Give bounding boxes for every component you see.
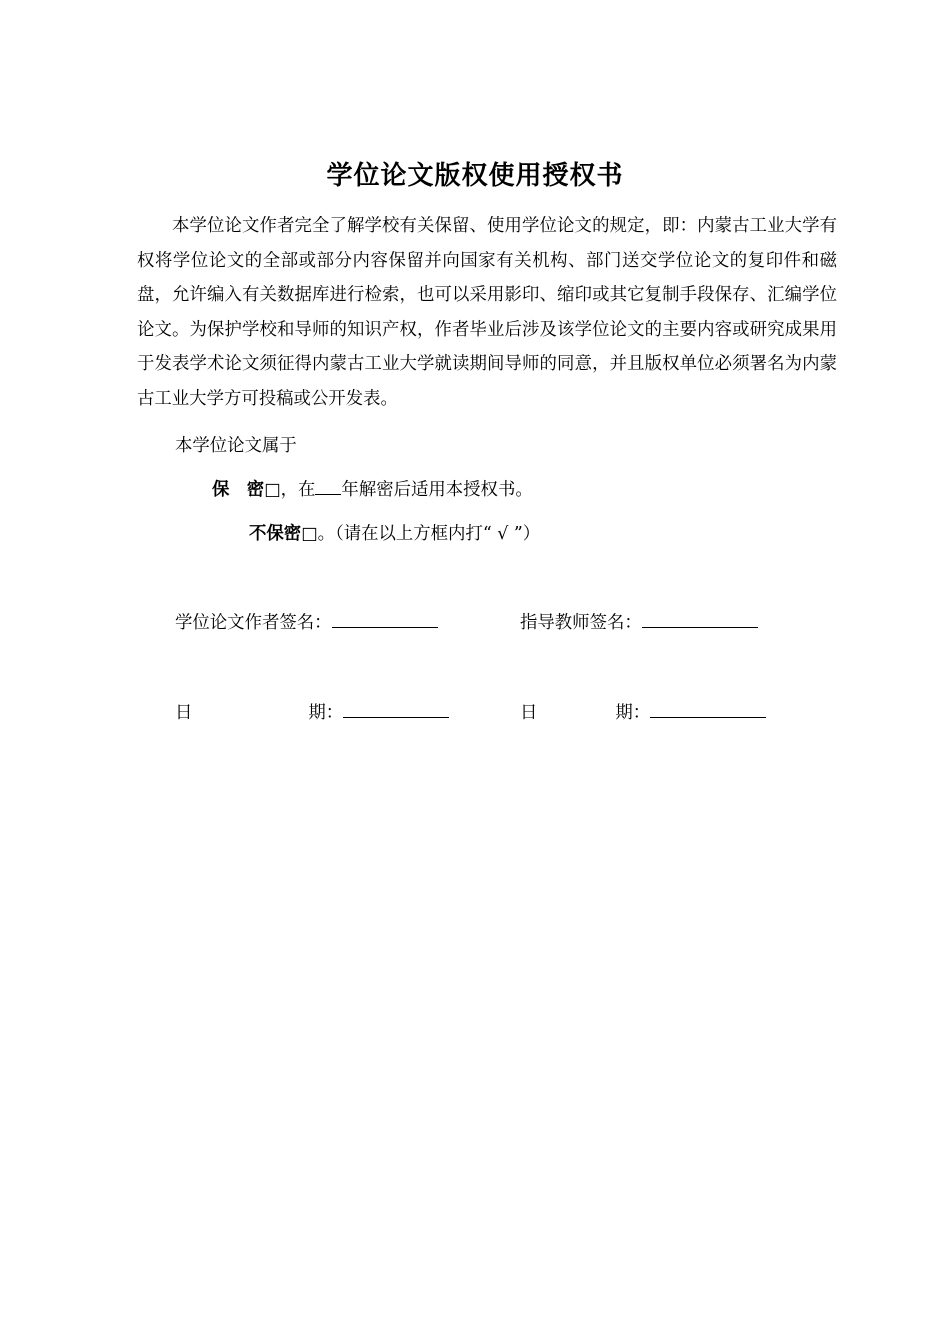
advisor-date-line[interactable] <box>650 699 766 718</box>
nonsecret-label: 不保密 <box>249 524 302 544</box>
author-date-row <box>175 696 449 730</box>
nonsecret-checkbox[interactable]: □ <box>301 524 318 544</box>
advisor-signature-row <box>520 606 758 640</box>
authorization-paragraph: 本学位论文作者完全了解学校有关保留、使用学位论文的规定，即：内蒙古工业大学有权将学位论文的全部或部分内容保留并向国家有关机构、部门送交学位论文的复印件和磁盘，允许编入有关数据库进行检索，也可以采用影印、缩印或其它复制手段保存、汇编学位论文。为保护学校和导师的知识产权，作者毕业后涉及该学位论文的主要内容或研究成果用于发表学术论文须征得内蒙古工业大学就读期间导师的同意，并且版权单位必须署名为内蒙古工业大学方可投稿或公开发表。 <box>137 216 837 409</box>
declassify-year-blank[interactable] <box>315 476 341 495</box>
advisor-date-row <box>520 696 766 730</box>
author-date-char-1: 日 <box>175 703 193 723</box>
secret-option <box>212 473 533 507</box>
nonsecret-option <box>249 517 540 551</box>
secret-checkbox[interactable]: □ <box>264 480 281 500</box>
advisor-signature-label: 指导教师签名： <box>520 613 642 633</box>
advisor-date-char-2: 期： <box>615 703 651 723</box>
author-date-line[interactable] <box>343 699 449 718</box>
belongs-to-label: 本学位论文属于 <box>175 436 297 456</box>
author-date-char-2: 期： <box>308 703 344 723</box>
secret-label: 保 密 <box>212 480 265 500</box>
advisor-date-char-1: 日 <box>520 703 538 723</box>
nonsecret-tail-text: 。（请在以上方框内打“ √ ”） <box>317 524 541 544</box>
advisor-signature-line[interactable] <box>642 609 758 628</box>
secret-tail-text: 年解密后适用本授权书。 <box>341 480 533 500</box>
author-signature-label: 学位论文作者签名： <box>175 613 332 633</box>
author-signature-line[interactable] <box>332 609 438 628</box>
document-title: 学位论文版权使用授权书 <box>326 161 624 191</box>
author-signature-row <box>175 606 438 640</box>
secret-mid-text: ，在 <box>280 480 316 500</box>
